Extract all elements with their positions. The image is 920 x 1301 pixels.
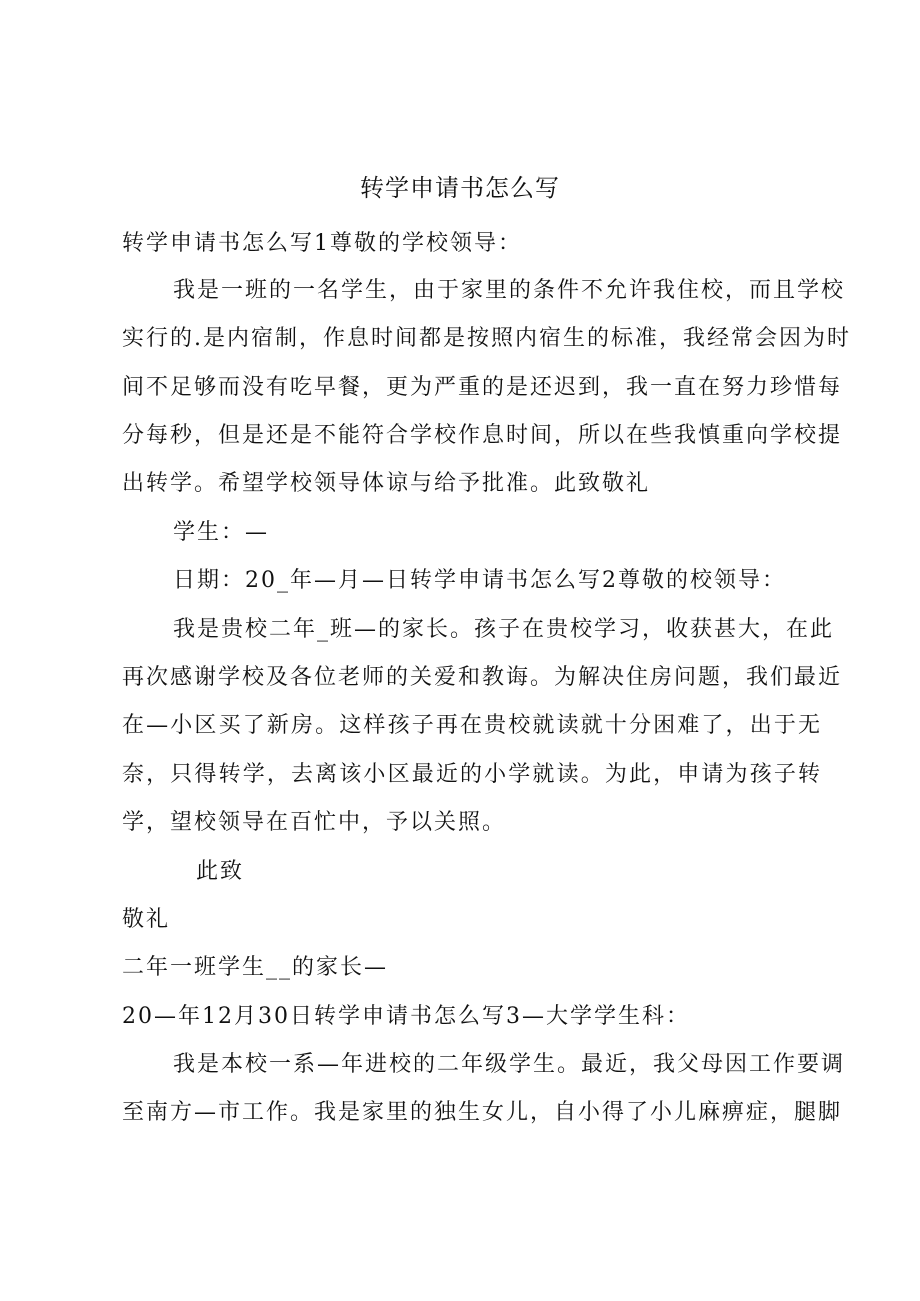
text-line: 20—年12月30日转学申请书怎么写3—大学学生科： bbox=[122, 1004, 690, 1029]
text-line: 间不足够而没有吃早餐，更为严重的是还迟到，我一直在努力珍惜每 bbox=[122, 375, 843, 400]
text-line: 此致 bbox=[196, 859, 245, 884]
text-line: 分每秒，但是还是不能符合学校作息时间，所以在些我慎重向学校提 bbox=[122, 423, 843, 448]
text-line: 二年一班学生__的家长— bbox=[122, 955, 389, 980]
text-line: 实行的.是内宿制，作息时间都是按照内宿生的标准，我经常会因为时 bbox=[122, 326, 851, 351]
text-line: 学生：— bbox=[173, 520, 270, 545]
text-line: 出转学。希望学校领导体谅与给予批准。此致敬礼 bbox=[122, 471, 651, 496]
text-line: 再次感谢学校及各位老师的关爱和教诲。为解决住房问题，我们最近 bbox=[122, 665, 843, 690]
text-line: 奈，只得转学，去离该小区最近的小学就读。为此，申请为孩子转 bbox=[122, 762, 822, 787]
text-line: 转学申请书怎么写1尊敬的学校领导： bbox=[122, 231, 522, 256]
text-line: 我是贵校二年_班—的家长。孩子在贵校学习，收获甚大，在此 bbox=[173, 617, 835, 642]
document-title: 转学申请书怎么写 bbox=[360, 174, 560, 202]
text-line: 日期：20_年—月—日转学申请书怎么写2尊敬的校领导： bbox=[173, 568, 786, 593]
text-line: 敬礼 bbox=[122, 907, 171, 932]
text-line: 我是本校一系—年进校的二年级学生。最近，我父母因工作要调 bbox=[173, 1052, 846, 1077]
text-line: 我是一班的一名学生，由于家里的条件不允许我住校，而且学校 bbox=[173, 278, 846, 303]
text-line: 学，望校领导在百忙中，予以关照。 bbox=[122, 810, 507, 835]
text-line: 至南方—市工作。我是家里的独生女儿，自小得了小儿麻痹症，腿脚 bbox=[122, 1100, 843, 1125]
text-line: 在—小区买了新房。这样孩子再在贵校就读就十分困难了，出于无 bbox=[122, 713, 822, 738]
